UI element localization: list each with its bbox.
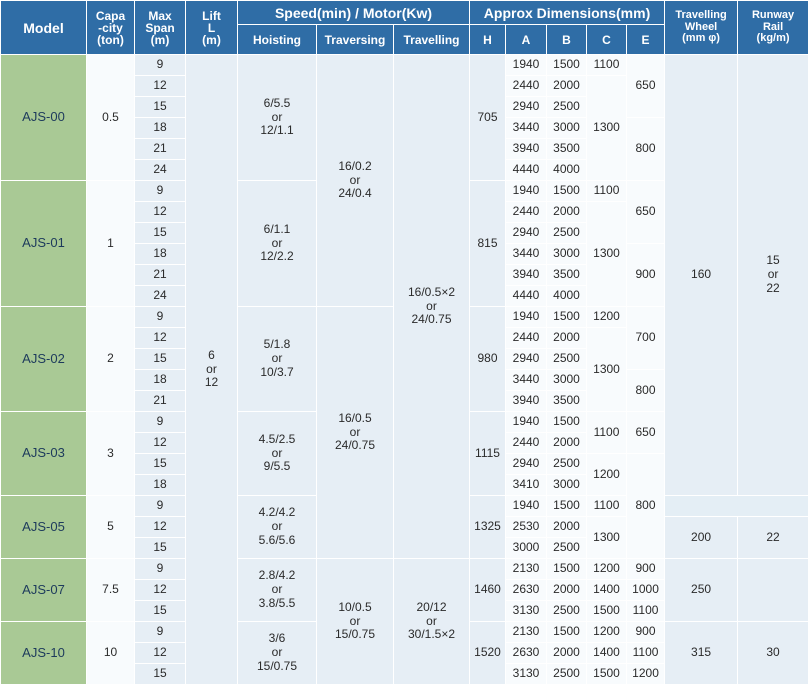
dim-b-cell: 2000 — [547, 202, 587, 223]
dim-a-cell: 2940 — [506, 97, 547, 118]
span-cell: 21 — [135, 265, 186, 286]
dim-b-cell: 3500 — [547, 265, 587, 286]
dim-c-cell: 1300 — [587, 328, 627, 412]
span-cell: 12 — [135, 580, 186, 601]
dim-c-cell: 1500 — [587, 664, 627, 685]
dim-b-cell: 1500 — [547, 181, 587, 202]
dim-b-cell: 3000 — [547, 118, 587, 139]
dim-c-cell: 1200 — [587, 622, 627, 643]
dim-e-cell: 650 — [627, 181, 665, 244]
dim-a-cell: 1940 — [506, 496, 547, 517]
dim-h-cell: 980 — [470, 307, 506, 412]
span-cell: 21 — [135, 391, 186, 412]
dim-e-cell: 1200 — [627, 664, 665, 685]
dim-a-cell: 3440 — [506, 370, 547, 391]
hoisting-cell: 4.5/2.5 or 9/5.5 — [238, 412, 317, 496]
dim-a-cell: 2440 — [506, 202, 547, 223]
dim-c-cell: 1400 — [587, 580, 627, 601]
dim-b-cell: 1500 — [547, 55, 587, 76]
dim-c-cell: 1100 — [587, 412, 627, 454]
dim-b-cell: 2000 — [547, 433, 587, 454]
dim-e-cell: 800 — [627, 370, 665, 412]
dim-h-cell: 705 — [470, 55, 506, 181]
dim-c-cell: 1200 — [587, 559, 627, 580]
span-cell: 9 — [135, 622, 186, 643]
table-row — [1, 55, 808, 76]
dim-a-cell: 2440 — [506, 76, 547, 97]
rail-cell: 15 or 22 — [738, 55, 808, 496]
dim-a-cell: 4440 — [506, 286, 547, 307]
dim-c-cell: 1400 — [587, 643, 627, 664]
dim-b-cell: 4000 — [547, 286, 587, 307]
dim-b-cell: 3000 — [547, 475, 587, 496]
dim-c-cell: 1300 — [587, 76, 627, 181]
span-cell: 18 — [135, 475, 186, 496]
hoisting-cell: 4.2/4.2 or 5.6/5.6 — [238, 496, 317, 559]
hoisting-cell: 5/1.8 or 10/3.7 — [238, 307, 317, 412]
header-model: Model — [1, 1, 87, 55]
dim-e-cell: 1100 — [627, 643, 665, 664]
dim-b-cell: 2500 — [547, 538, 587, 559]
wheel-cell: 315 — [665, 622, 738, 685]
dim-b-cell: 2500 — [547, 97, 587, 118]
model-cell: AJS-10 — [1, 622, 87, 685]
header-dim-a: A — [506, 25, 547, 55]
dim-e-cell: 650 — [627, 55, 665, 118]
dim-b-cell: 3000 — [547, 370, 587, 391]
model-cell: AJS-00 — [1, 55, 87, 181]
dim-a-cell: 2440 — [506, 328, 547, 349]
span-cell: 9 — [135, 307, 186, 328]
travelling-cell: 16/0.5×2 or 24/0.75 — [394, 55, 470, 559]
dim-a-cell: 3130 — [506, 664, 547, 685]
dim-e-cell: 900 — [627, 244, 665, 307]
header-capacity: Capa -city (ton) — [87, 1, 135, 55]
dim-a-cell: 3940 — [506, 265, 547, 286]
header-max-span: Max Span (m) — [135, 1, 186, 55]
dim-c-cell: 1500 — [587, 601, 627, 622]
dim-b-cell: 4000 — [547, 160, 587, 181]
dim-c-cell: 1300 — [587, 517, 627, 559]
rail-cell — [738, 559, 808, 622]
dim-a-cell: 1940 — [506, 181, 547, 202]
dim-a-cell: 3410 — [506, 475, 547, 496]
span-cell: 24 — [135, 286, 186, 307]
header-traversing: Traversing — [317, 25, 394, 55]
dim-e-cell: 800 — [627, 454, 665, 559]
hoisting-cell: 2.8/4.2 or 3.8/5.5 — [238, 559, 317, 622]
capacity-cell: 7.5 — [87, 559, 135, 622]
dim-a-cell: 3440 — [506, 244, 547, 265]
dim-a-cell: 3940 — [506, 391, 547, 412]
span-cell: 12 — [135, 76, 186, 97]
span-cell: 12 — [135, 202, 186, 223]
dim-b-cell: 3000 — [547, 244, 587, 265]
rail-cell: 30 — [738, 622, 808, 685]
header-row-1 — [1, 1, 808, 25]
wheel-cell: 160 — [665, 55, 738, 496]
dim-a-cell: 2940 — [506, 454, 547, 475]
capacity-cell: 3 — [87, 412, 135, 496]
header-lift: Lift L (m) — [186, 1, 238, 55]
span-cell: 12 — [135, 328, 186, 349]
dim-b-cell: 2000 — [547, 328, 587, 349]
dim-a-cell: 3440 — [506, 118, 547, 139]
dim-a-cell: 3000 — [506, 538, 547, 559]
capacity-cell: 10 — [87, 622, 135, 685]
capacity-cell: 2 — [87, 307, 135, 412]
dim-c-cell: 1300 — [587, 202, 627, 307]
span-cell: 15 — [135, 664, 186, 685]
dim-c-cell: 1100 — [587, 496, 627, 517]
model-cell: AJS-05 — [1, 496, 87, 559]
dim-c-cell: 1100 — [587, 55, 627, 76]
header-dim-c: C — [587, 25, 627, 55]
dim-a-cell: 2130 — [506, 559, 547, 580]
dim-b-cell: 2000 — [547, 580, 587, 601]
header-runway-rail: Runway Rail (kg/m) — [738, 1, 808, 55]
dim-h-cell: 815 — [470, 181, 506, 307]
dim-h-cell: 1520 — [470, 622, 506, 685]
dim-a-cell: 1940 — [506, 307, 547, 328]
dim-e-cell: 700 — [627, 307, 665, 370]
dim-h-cell: 1325 — [470, 496, 506, 559]
dim-a-cell: 3130 — [506, 601, 547, 622]
capacity-cell: 0.5 — [87, 55, 135, 181]
dim-a-cell: 1940 — [506, 412, 547, 433]
dim-e-cell: 1100 — [627, 601, 665, 622]
hoisting-cell: 6/1.1 or 12/2.2 — [238, 181, 317, 307]
model-cell: AJS-07 — [1, 559, 87, 622]
span-cell: 21 — [135, 139, 186, 160]
header-speed-motor: Speed(min) / Motor(Kw) — [238, 1, 470, 25]
span-cell: 18 — [135, 370, 186, 391]
dim-a-cell: 2630 — [506, 643, 547, 664]
dim-b-cell: 2000 — [547, 643, 587, 664]
dim-a-cell: 4440 — [506, 160, 547, 181]
span-cell: 18 — [135, 118, 186, 139]
span-cell: 15 — [135, 349, 186, 370]
dim-b-cell: 2500 — [547, 223, 587, 244]
header-travelling: Travelling — [394, 25, 470, 55]
dim-b-cell: 2000 — [547, 76, 587, 97]
header-dim-h: H — [470, 25, 506, 55]
span-cell: 15 — [135, 454, 186, 475]
rail-cell: 22 — [738, 517, 808, 559]
dim-b-cell: 1500 — [547, 559, 587, 580]
table-row — [1, 559, 808, 580]
span-cell: 15 — [135, 538, 186, 559]
dim-a-cell: 3940 — [506, 139, 547, 160]
span-cell: 12 — [135, 433, 186, 454]
dim-c-cell: 1200 — [587, 454, 627, 496]
dim-a-cell: 2940 — [506, 349, 547, 370]
capacity-cell: 5 — [87, 496, 135, 559]
wheel-cell: 200 — [665, 517, 738, 559]
dim-b-cell: 2500 — [547, 454, 587, 475]
dim-b-cell: 2000 — [547, 517, 587, 538]
dim-a-cell: 2440 — [506, 433, 547, 454]
hoisting-cell: 3/6 or 15/0.75 — [238, 622, 317, 685]
capacity-cell: 1 — [87, 181, 135, 307]
dim-a-cell: 2130 — [506, 622, 547, 643]
span-cell: 9 — [135, 559, 186, 580]
dim-a-cell: 2530 — [506, 517, 547, 538]
span-cell: 15 — [135, 223, 186, 244]
dim-h-cell: 1115 — [470, 412, 506, 496]
dim-c-cell: 1100 — [587, 181, 627, 202]
dim-b-cell: 1500 — [547, 307, 587, 328]
dim-b-cell: 1500 — [547, 622, 587, 643]
dim-a-cell: 2630 — [506, 580, 547, 601]
span-cell: 9 — [135, 496, 186, 517]
dim-b-cell: 2500 — [547, 664, 587, 685]
dim-c-cell: 1200 — [587, 307, 627, 328]
model-cell: AJS-03 — [1, 412, 87, 496]
dim-a-cell: 2940 — [506, 223, 547, 244]
lift-cell: 6 or 12 — [186, 55, 238, 685]
travelling-cell: 20/12 or 30/1.5×2 — [394, 559, 470, 685]
span-cell: 12 — [135, 517, 186, 538]
span-cell: 9 — [135, 412, 186, 433]
dim-b-cell: 3500 — [547, 391, 587, 412]
dim-b-cell: 2500 — [547, 349, 587, 370]
dim-e-cell: 650 — [627, 412, 665, 454]
header-hoisting: Hoisting — [238, 25, 317, 55]
header-travelling-wheel: Travelling Wheel (mm φ) — [665, 1, 738, 55]
traversing-cell: 16/0.2 or 24/0.4 — [317, 55, 394, 307]
wheel-cell: 250 — [665, 559, 738, 622]
span-cell: 12 — [135, 643, 186, 664]
traversing-cell: 10/0.5 or 15/0.75 — [317, 559, 394, 685]
span-cell: 15 — [135, 601, 186, 622]
hoisting-cell: 6/5.5 or 12/1.1 — [238, 55, 317, 181]
dim-b-cell: 1500 — [547, 412, 587, 433]
dim-b-cell: 2500 — [547, 601, 587, 622]
dim-h-cell: 1460 — [470, 559, 506, 622]
traversing-cell: 16/0.5 or 24/0.75 — [317, 307, 394, 559]
header-dim-e: E — [627, 25, 665, 55]
dim-e-cell: 900 — [627, 559, 665, 580]
dim-b-cell: 3500 — [547, 139, 587, 160]
dim-a-cell: 1940 — [506, 55, 547, 76]
span-cell: 15 — [135, 97, 186, 118]
model-cell: AJS-02 — [1, 307, 87, 412]
dim-e-cell: 800 — [627, 118, 665, 181]
dim-e-cell: 900 — [627, 622, 665, 643]
span-cell: 18 — [135, 244, 186, 265]
dim-b-cell: 1500 — [547, 496, 587, 517]
span-cell: 9 — [135, 181, 186, 202]
dim-e-cell: 1000 — [627, 580, 665, 601]
header-approx-dimensions: Approx Dimensions(mm) — [470, 1, 665, 25]
span-cell: 24 — [135, 160, 186, 181]
span-cell: 9 — [135, 55, 186, 76]
model-cell: AJS-01 — [1, 181, 87, 307]
header-dim-b: B — [547, 25, 587, 55]
